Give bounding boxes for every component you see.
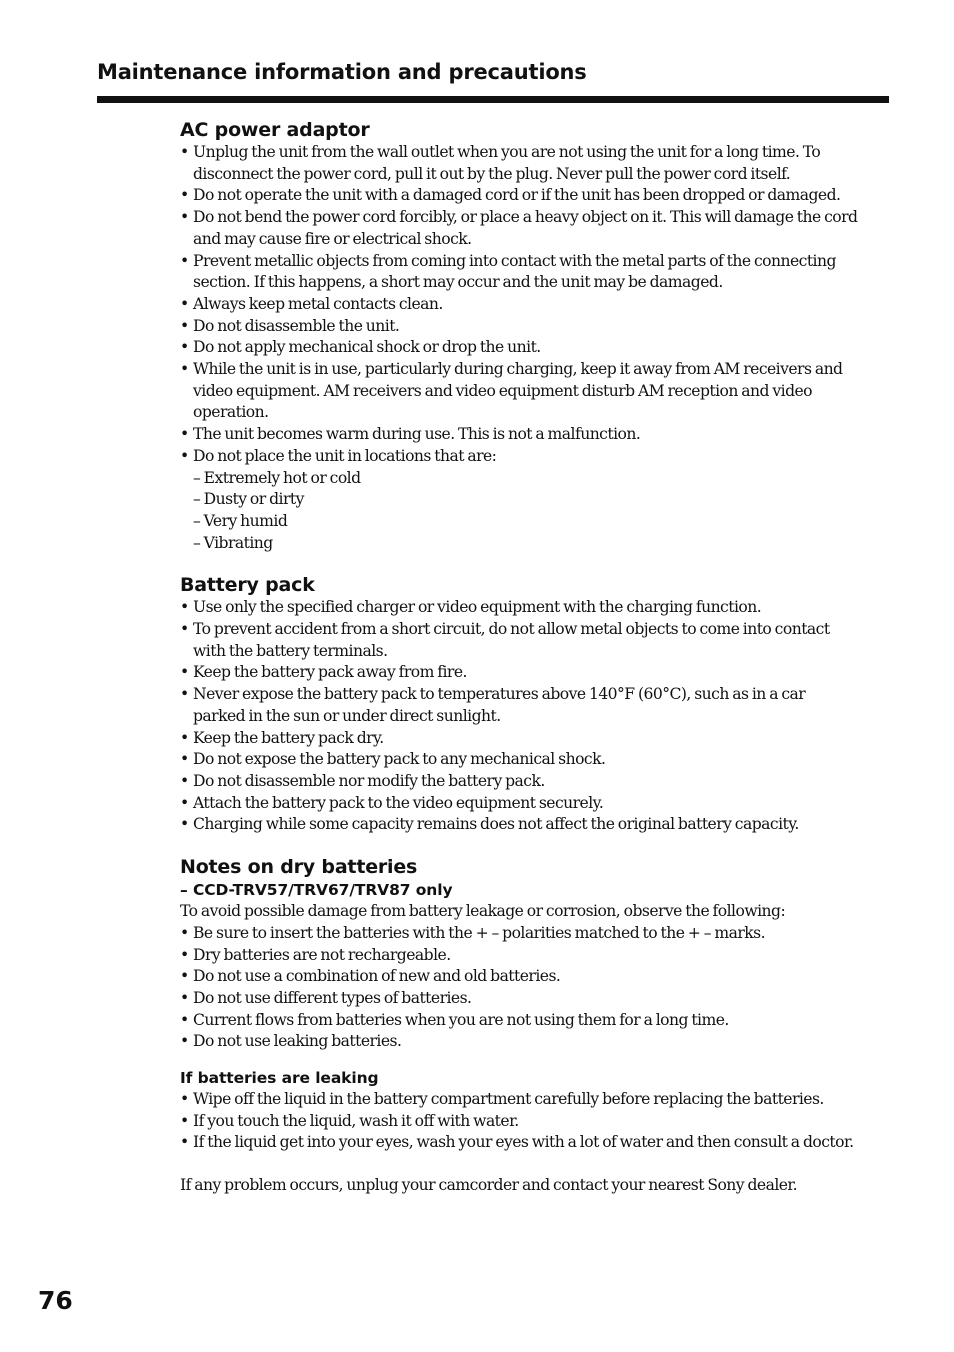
page-number: 76 — [38, 1286, 73, 1315]
closing-note: If any problem occurs, unplug your camcorder and contact your nearest Sony dealer. — [180, 1176, 798, 1195]
section-title-dry-batteries: Notes on dry batteries — [180, 856, 418, 879]
list-item: • Prevent metallic objects from coming into contact with the metal parts of the connecting section. If this happens, a short may occur and the unit may be damaged. — [180, 251, 860, 294]
list-item: • Unplug the unit from the wall outlet when you are not using the unit for a long time. To disconnect the power cord, pull it out by the plug. Never pull the power cord itself. — [180, 142, 860, 185]
header-rule — [97, 96, 889, 103]
list-item: • Never expose the battery pack to temperatures above 140°F (60°C), such as in a car parked in the sun or under direct sunlight. — [180, 684, 860, 727]
list-item: • If you touch the liquid, wash it off with water. — [180, 1111, 860, 1133]
leaking-list — [180, 1089, 860, 1154]
list-item: • Do not use a combination of new and old batteries. — [180, 966, 860, 988]
list-item: • While the unit is in use, particularly during charging, keep it away from AM receivers and video equipment. AM receivers and video equipment disturb AM reception and video operation. — [180, 359, 860, 424]
subsection-title-leaking: If batteries are leaking — [180, 1069, 379, 1088]
list-item: • Dry batteries are not rechargeable. — [180, 945, 860, 967]
sub-list-item: – Extremely hot or cold — [193, 468, 361, 487]
list-item: • Do not expose the battery pack to any mechanical shock. — [180, 749, 860, 771]
sub-list-item: – Vibrating — [193, 533, 273, 552]
section-title-battery-pack: Battery pack — [180, 574, 315, 597]
list-item: • Do not apply mechanical shock or drop the unit. — [180, 337, 860, 359]
list-item: • Do not bend the power cord forcibly, or place a heavy object on it. This will damage the cord and may cause fire or electrical shock. — [180, 207, 860, 250]
list-item: • Be sure to insert the batteries with the + – polarities matched to the + – marks. — [180, 923, 860, 945]
list-item: • Wipe off the liquid in the battery compartment carefully before replacing the batteries. — [180, 1089, 860, 1111]
list-item: • Charging while some capacity remains does not affect the original battery capacity. — [180, 814, 860, 836]
list-item: • Do not disassemble nor modify the battery pack. — [180, 771, 860, 793]
sub-list-item: – Dusty or dirty — [193, 490, 304, 509]
list-item: • Keep the battery pack dry. — [180, 728, 860, 750]
list-item: • Do not use leaking batteries. — [180, 1031, 860, 1053]
list-item: • To prevent accident from a short circuit, do not allow metal objects to come into contact with the battery terminals. — [180, 619, 860, 662]
list-item: • Current flows from batteries when you are not using them for a long time. — [180, 1010, 860, 1032]
list-item: • Do not operate the unit with a damaged cord or if the unit has been dropped or damaged. — [180, 185, 860, 207]
page-content — [180, 116, 860, 1197]
list-item: • Use only the specified charger or video equipment with the charging function. — [180, 597, 860, 619]
ac-adaptor-list — [180, 142, 860, 468]
list-item: • Attach the battery pack to the video equipment securely. — [180, 793, 860, 815]
list-item: • If the liquid get into your eyes, wash your eyes with a lot of water and then consult a doctor. — [180, 1132, 860, 1154]
sub-list-item: – Very humid — [193, 511, 288, 530]
dry-batteries-intro: To avoid possible damage from battery leakage or corrosion, observe the following: — [180, 902, 786, 921]
dry-batteries-list — [180, 923, 860, 1053]
list-item: • Do not use different types of batteries. — [180, 988, 860, 1010]
list-item: • The unit becomes warm during use. This is not a malfunction. — [180, 424, 860, 446]
section-title-ac-power-adaptor: AC power adaptor — [180, 119, 370, 141]
list-item: • Always keep metal contacts clean. — [180, 294, 860, 316]
list-item: • Do not disassemble the unit. — [180, 316, 860, 338]
list-item: • Do not place the unit in locations that are: — [180, 446, 860, 468]
page-header-title: Maintenance information and precautions — [97, 60, 587, 84]
list-item: • Keep the battery pack away from fire. — [180, 662, 860, 684]
battery-pack-list — [180, 597, 860, 836]
location-sublist — [180, 468, 860, 555]
model-subtitle: – CCD-TRV57/TRV67/TRV87 only — [180, 881, 453, 900]
